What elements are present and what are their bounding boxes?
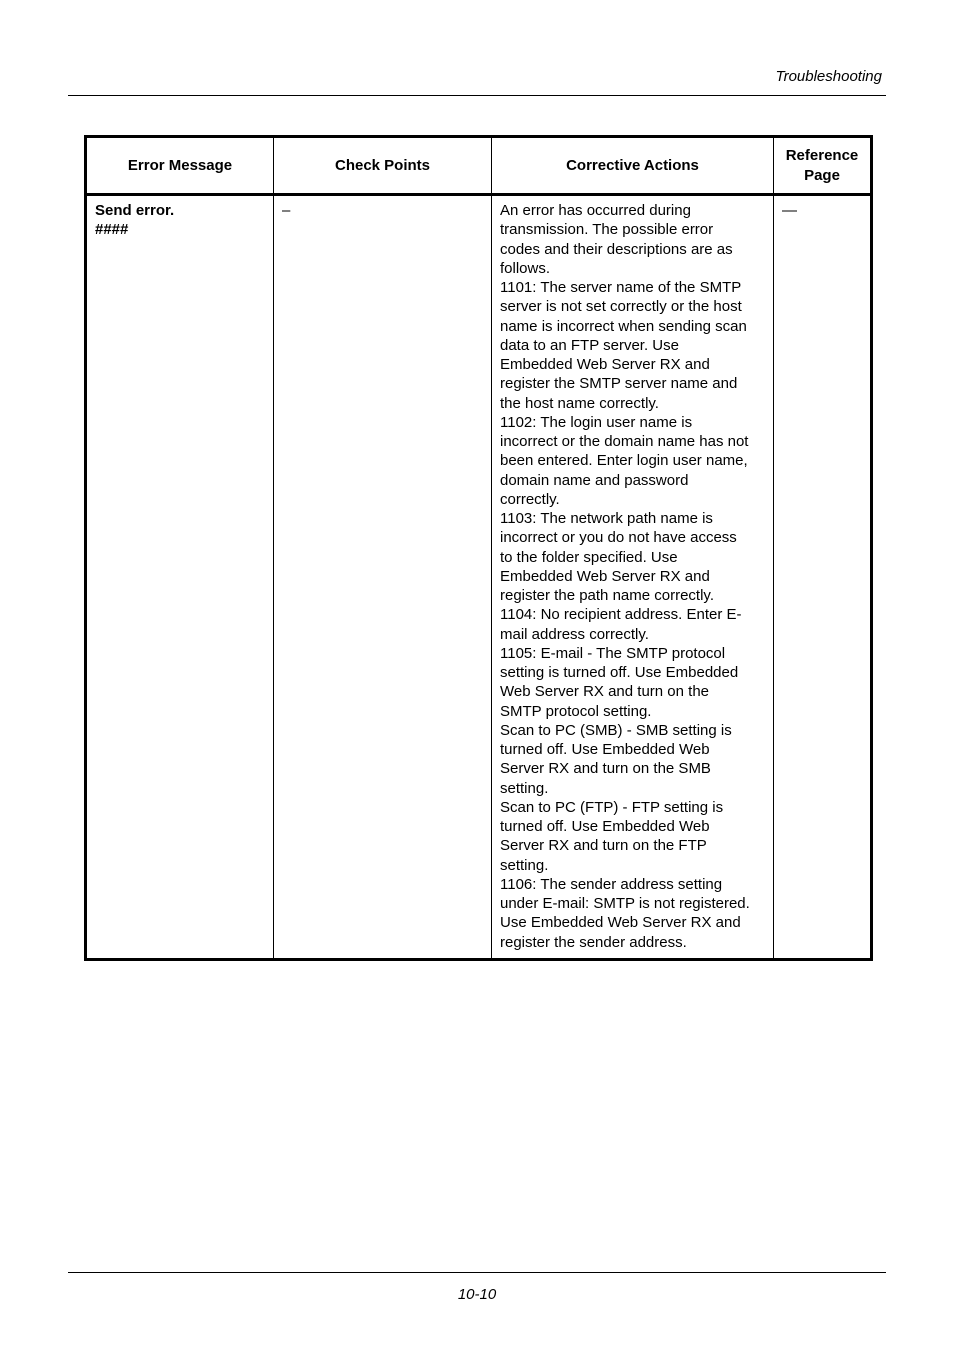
table-row <box>86 195 872 960</box>
footer-rule <box>68 1272 886 1273</box>
corrective-action-line: server is not set correctly or the host <box>500 298 742 316</box>
corrective-action-line: Server RX and turn on the FTP <box>500 837 707 855</box>
corrective-action-line: name is incorrect when sending scan <box>500 317 747 335</box>
column-header-reference-page <box>774 137 872 195</box>
corrective-action-line: 1105: E-mail - The SMTP protocol <box>500 644 726 662</box>
corrective-action-line: correctly. <box>500 490 560 508</box>
corrective-action-line: 1104: No recipient address. Enter E- <box>500 606 742 624</box>
corrective-action-line: been entered. Enter login user name, <box>500 452 748 470</box>
reference-page-cell <box>774 195 872 960</box>
corrective-action-line: Scan to PC (SMB) - SMB setting is <box>500 721 732 739</box>
corrective-action-line: register the path name correctly. <box>500 587 714 604</box>
corrective-action-line: Server RX and turn on the SMB <box>500 760 711 778</box>
corrective-action-line: An error has occurred during <box>500 202 691 219</box>
header-rule <box>68 95 886 96</box>
corrective-action-line: Scan to PC (FTP) - FTP setting is <box>500 798 724 816</box>
corrective-action-line: transmission. The possible error <box>500 221 714 239</box>
corrective-action-line: follows. <box>500 259 551 277</box>
corrective-action-line: register the SMTP server name and <box>500 375 738 393</box>
corrective-action-line: Embedded Web Server RX and <box>500 356 710 373</box>
corrective-action-line: codes and their descriptions are as <box>500 240 733 258</box>
error-code-placeholder: #### <box>95 221 129 239</box>
check-points-cell <box>274 195 492 960</box>
corrective-action-line: turned off. Use Embedded Web <box>500 818 710 835</box>
error-table <box>84 135 873 961</box>
error-message-line: Send error. <box>95 202 175 219</box>
corrective-action-line: the host name correctly. <box>500 394 659 412</box>
corrective-action-line: incorrect or the domain name has not <box>500 433 749 450</box>
corrective-action-line: Web Server RX and turn on the <box>500 683 710 701</box>
corrective-action-line: 1101: The server name of the SMTP <box>500 279 742 296</box>
reference-page-header-text: Reference Page <box>785 146 859 184</box>
column-header-corrective-actions: Corrective Actions <box>492 137 774 195</box>
reference-page-text: — <box>782 202 797 219</box>
corrective-actions-cell <box>492 195 774 960</box>
corrective-action-line: mail address correctly. <box>500 625 649 643</box>
corrective-action-line: 1102: The login user name is <box>500 413 693 431</box>
corrective-action-line: 1106: The sender address setting <box>500 875 723 893</box>
column-header-check-points: Check Points <box>274 137 492 195</box>
corrective-action-line: setting is turned off. Use Embedded <box>500 664 739 681</box>
corrective-action-line: data to an FTP server. Use <box>500 336 679 354</box>
corrective-action-line: Embedded Web Server RX and <box>500 567 710 585</box>
corrective-action-line: setting. <box>500 856 549 874</box>
corrective-action-line: register the sender address. <box>500 933 687 951</box>
corrective-action-line: under E-mail: SMTP is not registered. <box>500 895 750 912</box>
check-points-text: – <box>282 202 291 219</box>
page-number: 10-10 <box>457 1286 497 1303</box>
corrective-action-line: to the folder specified. Use <box>500 548 678 566</box>
corrective-action-line: Use Embedded Web Server RX and <box>500 914 741 932</box>
corrective-action-line: 1103: The network path name is <box>500 510 713 527</box>
error-message-cell <box>86 195 274 960</box>
corrective-action-line: incorrect or you do not have access <box>500 529 737 547</box>
corrective-action-line: setting. <box>500 779 549 797</box>
section-title: Troubleshooting <box>775 68 882 85</box>
corrective-action-line: turned off. Use Embedded Web <box>500 741 710 758</box>
column-header-error-message: Error Message <box>86 137 274 195</box>
corrective-action-line: domain name and password <box>500 471 689 489</box>
table-header-row <box>86 137 872 195</box>
corrective-action-line: SMTP protocol setting. <box>500 702 652 720</box>
